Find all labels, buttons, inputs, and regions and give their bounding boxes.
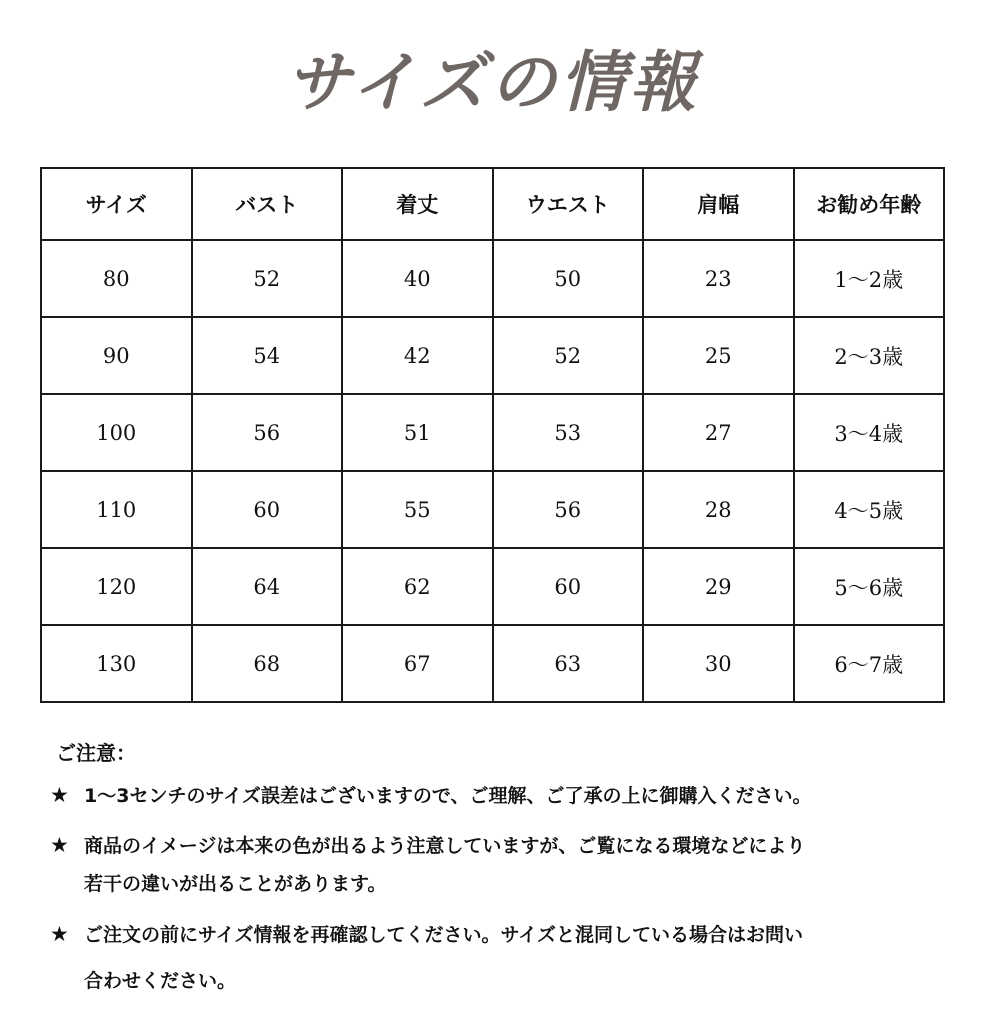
cell-age: 1～2歳 xyxy=(794,240,945,317)
note-item xyxy=(50,915,950,1000)
header-shoulder: 肩幅 xyxy=(643,168,794,240)
star-icon: ★ xyxy=(50,922,69,946)
cell-size: 100 xyxy=(41,394,192,471)
cell-shoulder: 28 xyxy=(643,471,794,548)
cell-bust: 54 xyxy=(192,317,343,394)
header-length: 着丈 xyxy=(342,168,493,240)
note-text-continued: 若干の違いが出ることがあります。 xyxy=(84,873,387,895)
cell-age: 5～6歳 xyxy=(794,548,945,625)
header-age: お勧め年齢 xyxy=(794,168,945,240)
cell-size: 90 xyxy=(41,317,192,394)
table-row xyxy=(41,317,944,394)
cell-age: 3～4歳 xyxy=(794,394,945,471)
note-text-continued: 合わせください。 xyxy=(84,970,237,992)
cell-size: 80 xyxy=(41,240,192,317)
cell-waist: 52 xyxy=(493,317,644,394)
cell-bust: 68 xyxy=(192,625,343,702)
table-row xyxy=(41,471,944,548)
table-row xyxy=(41,240,944,317)
table-header-row xyxy=(41,168,944,240)
cell-bust: 56 xyxy=(192,394,343,471)
star-icon: ★ xyxy=(50,833,69,857)
cell-length: 51 xyxy=(342,394,493,471)
note-text: 商品のイメージは本来の色が出るよう注意していますが、ご覧になる環境などにより xyxy=(84,835,806,857)
cell-age: 6～7歳 xyxy=(794,625,945,702)
cell-waist: 50 xyxy=(493,240,644,317)
cell-size: 120 xyxy=(41,548,192,625)
cell-shoulder: 29 xyxy=(643,548,794,625)
cell-waist: 63 xyxy=(493,625,644,702)
note-item xyxy=(50,826,950,903)
page-title: サイズの情報 xyxy=(285,44,700,121)
table-row xyxy=(41,625,944,702)
cell-shoulder: 23 xyxy=(643,240,794,317)
cell-length: 42 xyxy=(342,317,493,394)
notes-title: ご注意： xyxy=(56,741,136,765)
cell-length: 55 xyxy=(342,471,493,548)
cell-size: 130 xyxy=(41,625,192,702)
cell-shoulder: 30 xyxy=(643,625,794,702)
cell-waist: 60 xyxy=(493,548,644,625)
cell-waist: 53 xyxy=(493,394,644,471)
header-bust: バスト xyxy=(192,168,343,240)
cell-age: 2～3歳 xyxy=(794,317,945,394)
cell-length: 62 xyxy=(342,548,493,625)
cell-bust: 64 xyxy=(192,548,343,625)
cell-length: 67 xyxy=(342,625,493,702)
note-item xyxy=(50,776,950,815)
table-row xyxy=(41,394,944,471)
cell-size: 110 xyxy=(41,471,192,548)
cell-shoulder: 25 xyxy=(643,317,794,394)
cell-length: 40 xyxy=(342,240,493,317)
size-table xyxy=(40,167,945,703)
cell-shoulder: 27 xyxy=(643,394,794,471)
cell-bust: 60 xyxy=(192,471,343,548)
header-waist: ウエスト xyxy=(493,168,644,240)
header-size: サイズ xyxy=(41,168,192,240)
star-icon: ★ xyxy=(50,783,69,807)
cell-waist: 56 xyxy=(493,471,644,548)
note-text: 1～3センチのサイズ誤差はございますので、ご理解、ご了承の上に御購入ください。 xyxy=(84,785,812,807)
cell-age: 4～5歳 xyxy=(794,471,945,548)
note-text: ご注文の前にサイズ情報を再確認してください。サイズと混同している場合はお問い xyxy=(84,924,803,946)
cell-bust: 52 xyxy=(192,240,343,317)
table-row xyxy=(41,548,944,625)
